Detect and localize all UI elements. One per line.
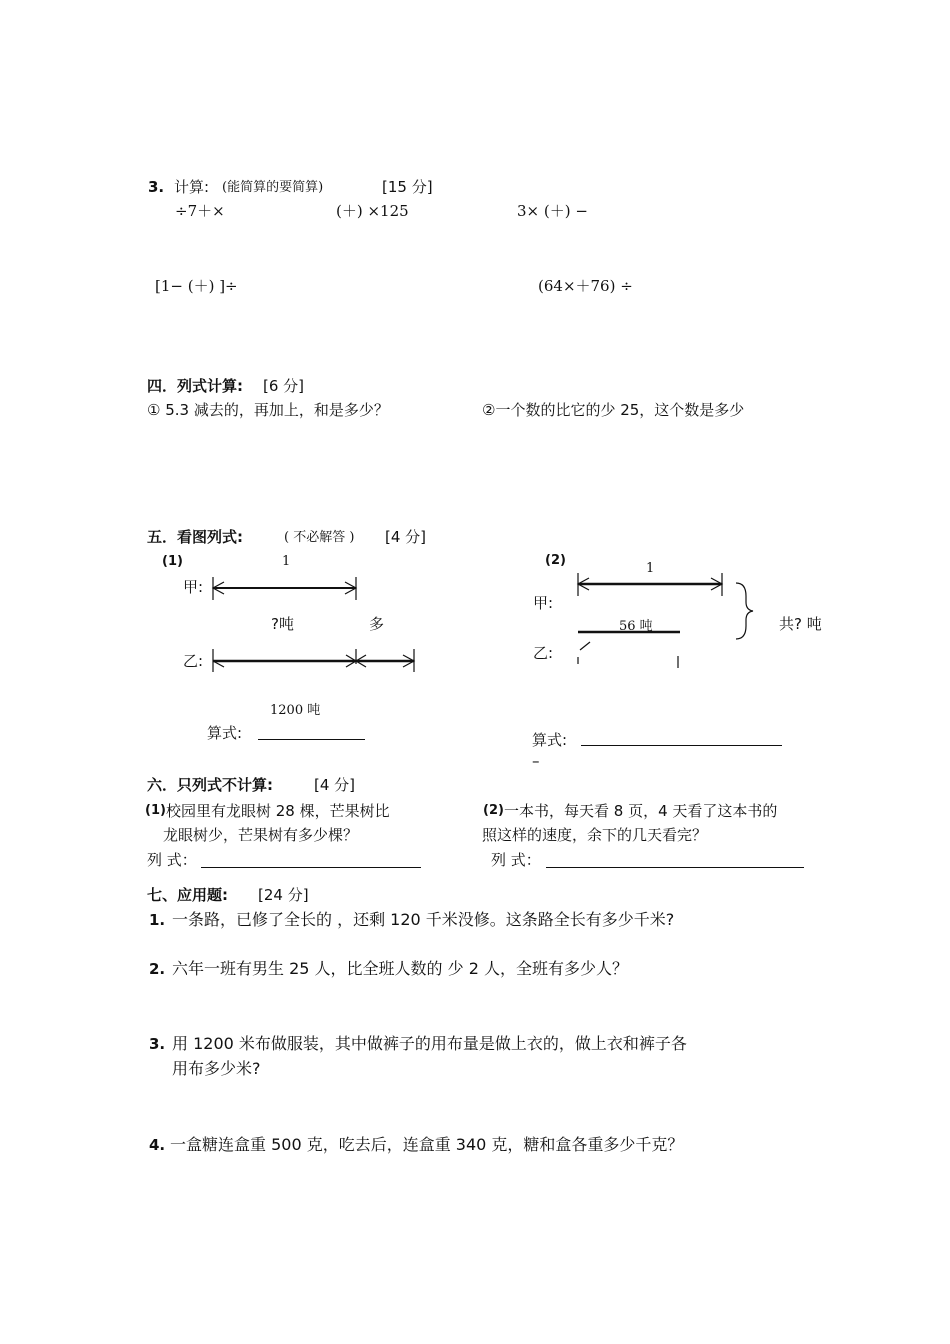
diagram2-label: (2) bbox=[545, 553, 566, 568]
section3-number: 3. bbox=[148, 178, 165, 196]
section3-title: 计算: bbox=[174, 178, 210, 196]
diagram1-more: 多 bbox=[369, 615, 385, 633]
calc-expression-2: (＋) ×125 bbox=[336, 202, 409, 220]
application-q2: 六年一班有男生 25 人，比全班人数的 少 2 人，全班有多少人？ bbox=[172, 959, 628, 978]
section3-note: (能简算的要简算) bbox=[222, 180, 324, 195]
list-calc-question-1: ① 5.3 减去的，再加上，和是多少？ bbox=[147, 401, 389, 419]
application-q1-number: 1. bbox=[149, 911, 166, 929]
diagram1-bottom-value: 1200 吨 bbox=[270, 703, 321, 718]
section4-title: 四．列式计算: bbox=[147, 377, 243, 395]
section6-q1-formula-line bbox=[201, 867, 421, 868]
section6-q2-number: (2) bbox=[483, 803, 504, 818]
section6-q2-formula-line bbox=[546, 867, 804, 868]
application-q3-line2: 用布多少米? bbox=[172, 1059, 261, 1078]
calc-expression-4: [1− (＋) ]÷ bbox=[155, 277, 238, 295]
application-q3-number: 3. bbox=[149, 1035, 166, 1053]
diagram1-yi-label: 乙: bbox=[183, 652, 204, 670]
diagram1-top-value: 1 bbox=[282, 554, 291, 569]
section5-score: [4 分] bbox=[385, 528, 427, 546]
diagram2-jia-label: 甲: bbox=[533, 594, 554, 612]
application-q4: 一盒糖连盒重 500 克，吃去后，连盒重 340 克，糖和盒各重多少千克？ bbox=[170, 1135, 684, 1154]
application-q3-line1: 用 1200 米布做服装，其中做裤子的用布量是做上衣的，做上衣和裤子各 bbox=[172, 1034, 687, 1053]
section3-score: [15 分] bbox=[382, 178, 433, 196]
section6-q2-line1: 一本书，每天看 8 页，4 天看了这本书的 bbox=[504, 802, 778, 820]
diagram2-yi-label: 乙: bbox=[533, 644, 554, 662]
diagram1-unknown: ?吨 bbox=[271, 615, 294, 633]
diagram1-formula-label: 算式: bbox=[207, 724, 243, 742]
section5-title: 五．看图列式: bbox=[147, 528, 243, 546]
section6-q1-number: (1) bbox=[145, 803, 166, 818]
section6-q2-formula-label: 列 式： bbox=[491, 851, 541, 869]
diagram2-brace bbox=[736, 583, 753, 639]
section6-q2-line2: 照这样的速度，余下的几天看完？ bbox=[482, 826, 708, 844]
section6-q1-formula-label: 列 式： bbox=[147, 851, 197, 869]
section7-title: 七、应用题: bbox=[147, 886, 228, 904]
diagram1-label: (1) bbox=[162, 554, 183, 569]
application-q4-number: 4. bbox=[149, 1136, 166, 1154]
application-q1: 一条路，已修了全长的 ，还剩 120 千米没修。这条路全长有多少千米? bbox=[172, 910, 675, 929]
diagram2-dash: – bbox=[532, 752, 540, 770]
calc-expression-1: ÷7＋× bbox=[175, 202, 225, 220]
list-calc-question-2: ②一个数的比它的少 25，这个数是多少 bbox=[482, 401, 745, 419]
diagram1-jia-label: 甲: bbox=[183, 578, 204, 596]
application-q2-number: 2. bbox=[149, 960, 166, 978]
section6-title: 六．只列式不计算: bbox=[147, 776, 273, 794]
diagram2-yi-arrow bbox=[580, 642, 590, 650]
section4-score: [6 分] bbox=[263, 377, 305, 395]
section6-q1-line1: 校园里有龙眼树 28 棵，芒果树比 bbox=[166, 802, 390, 820]
section7-score: [24 分] bbox=[258, 886, 309, 904]
diagram2-top-value: 1 bbox=[646, 561, 655, 576]
diagram2-mid-value: 56 吨 bbox=[619, 619, 653, 634]
calc-expression-5: (64×＋76) ÷ bbox=[538, 277, 633, 295]
diagram2-total: 共? 吨 bbox=[779, 615, 822, 633]
calc-expression-3: 3× (＋) − bbox=[517, 202, 588, 220]
section6-q1-line2: 龙眼树少，芒果树有多少棵？ bbox=[163, 826, 359, 844]
section5-note: ( 不必解答 ) bbox=[284, 530, 355, 545]
diagram2-formula-label: 算式: bbox=[532, 731, 568, 749]
section6-score: [4 分] bbox=[314, 776, 356, 794]
